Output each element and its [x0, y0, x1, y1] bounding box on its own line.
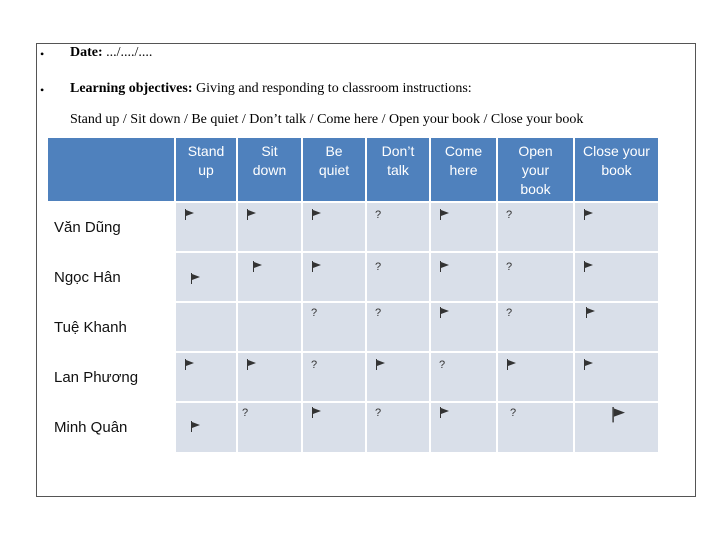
table-cell: [302, 302, 366, 352]
date-line: [70, 45, 152, 61]
question-mark: ?: [439, 359, 446, 371]
student-name: Minh Quân: [48, 402, 175, 452]
column-header-line: quiet: [318, 162, 350, 178]
column-header-line: Close your: [583, 143, 650, 159]
table-cell: [574, 402, 659, 452]
flag-icon: [311, 209, 322, 220]
flag-icon: [506, 359, 517, 370]
progress-table: [48, 138, 660, 452]
column-header-line: here: [449, 162, 478, 178]
column-header-line: Stand: [187, 143, 225, 159]
flag-icon: [585, 307, 596, 318]
flag-icon: [184, 359, 195, 370]
flag-icon: [246, 359, 257, 370]
column-header-line: down: [252, 162, 287, 178]
column-header-line: Sit: [261, 143, 278, 159]
question-mark: ?: [375, 407, 382, 419]
table-cell: [237, 202, 302, 252]
table-row: [48, 202, 659, 252]
column-header-line: talk: [387, 162, 409, 178]
flag-icon: [311, 261, 322, 272]
table-cell: [175, 402, 237, 452]
table-row: [48, 252, 659, 302]
question-mark: ?: [506, 307, 513, 319]
table-row: [48, 402, 659, 452]
question-mark: ?: [510, 407, 517, 419]
column-header-line: your: [521, 162, 550, 178]
column-header: [574, 138, 659, 202]
table-cell: [497, 202, 574, 252]
table-cell: [237, 402, 302, 452]
date-label: Date:: [70, 45, 103, 60]
flag-icon: [439, 407, 450, 418]
flag-icon: [439, 307, 450, 318]
column-header-line: up: [198, 162, 214, 178]
flag-icon: [583, 261, 594, 272]
question-mark: ?: [311, 307, 318, 319]
question-mark: ?: [375, 209, 382, 221]
table-cell: [430, 302, 497, 352]
column-header-line: Be: [325, 143, 343, 159]
column-header: [237, 138, 302, 202]
table-cell: [302, 202, 366, 252]
table-cell: [237, 252, 302, 302]
flag-icon: [583, 209, 594, 220]
table-cell: [302, 252, 366, 302]
table-cell: [430, 352, 497, 402]
instructions-line: Stand up / Sit down / Be quiet / Don’t talk / Come here / Open your book / Close your book: [70, 112, 584, 127]
student-name: Lan Phương: [48, 352, 175, 402]
flag-icon: [375, 359, 386, 370]
table-row: [48, 352, 659, 402]
column-header: [302, 138, 366, 202]
column-header: [430, 138, 497, 202]
table-cell: [302, 402, 366, 452]
student-name: Tuệ Khanh: [48, 302, 175, 352]
table-cell: [430, 252, 497, 302]
objectives-line: [70, 81, 472, 97]
table-cell: [497, 402, 574, 452]
flag-icon: [246, 209, 257, 220]
table-cell: [175, 302, 237, 352]
table-cell: [175, 352, 237, 402]
flag-icon: [311, 407, 322, 418]
table-cell: [497, 252, 574, 302]
table-cell: [366, 352, 430, 402]
table-cell: [497, 302, 574, 352]
question-mark: ?: [506, 209, 513, 221]
table-cell: [430, 402, 497, 452]
table-cell: [237, 352, 302, 402]
flag-icon: [439, 261, 450, 272]
header-row: [48, 138, 659, 202]
table-cell: [574, 302, 659, 352]
table-cell: [430, 202, 497, 252]
question-mark: ?: [506, 261, 513, 273]
table-cell: [574, 352, 659, 402]
question-mark: ?: [242, 407, 249, 419]
objectives-label: Learning objectives:: [70, 81, 193, 96]
table-cell: [574, 252, 659, 302]
flag-icon: [611, 407, 626, 422]
question-mark: ?: [375, 261, 382, 273]
student-name: Ngọc Hân: [48, 252, 175, 302]
table-cell: [175, 252, 237, 302]
column-header-line: Come: [444, 143, 483, 159]
column-header: [366, 138, 430, 202]
table-cell: [237, 302, 302, 352]
table-cell: [366, 402, 430, 452]
table-cell: [574, 202, 659, 252]
column-header: [497, 138, 574, 202]
table-cell: [302, 352, 366, 402]
bullet-objectives: •: [40, 83, 45, 97]
column-header-line: book: [520, 181, 551, 197]
table-cell: [366, 252, 430, 302]
column-header-line: Open: [518, 143, 553, 159]
column-header-line: Don’t: [381, 143, 415, 159]
student-name: Văn Dũng: [48, 202, 175, 252]
flag-icon: [583, 359, 594, 370]
flag-icon: [252, 261, 263, 272]
question-mark: ?: [311, 359, 318, 371]
column-header-line: book: [601, 162, 632, 178]
header-corner: [48, 138, 175, 202]
flag-icon: [190, 421, 201, 432]
column-header: [175, 138, 237, 202]
table-cell: [175, 202, 237, 252]
question-mark: ?: [375, 307, 382, 319]
table-row: [48, 302, 659, 352]
date-value: .../..../....: [106, 45, 153, 60]
objectives-text: Giving and responding to classroom instructions:: [195, 81, 472, 96]
table-cell: [497, 352, 574, 402]
flag-icon: [184, 209, 195, 220]
table-cell: [366, 202, 430, 252]
bullet-date: •: [40, 47, 45, 61]
flag-icon: [190, 273, 201, 284]
table-cell: [366, 302, 430, 352]
flag-icon: [439, 209, 450, 220]
